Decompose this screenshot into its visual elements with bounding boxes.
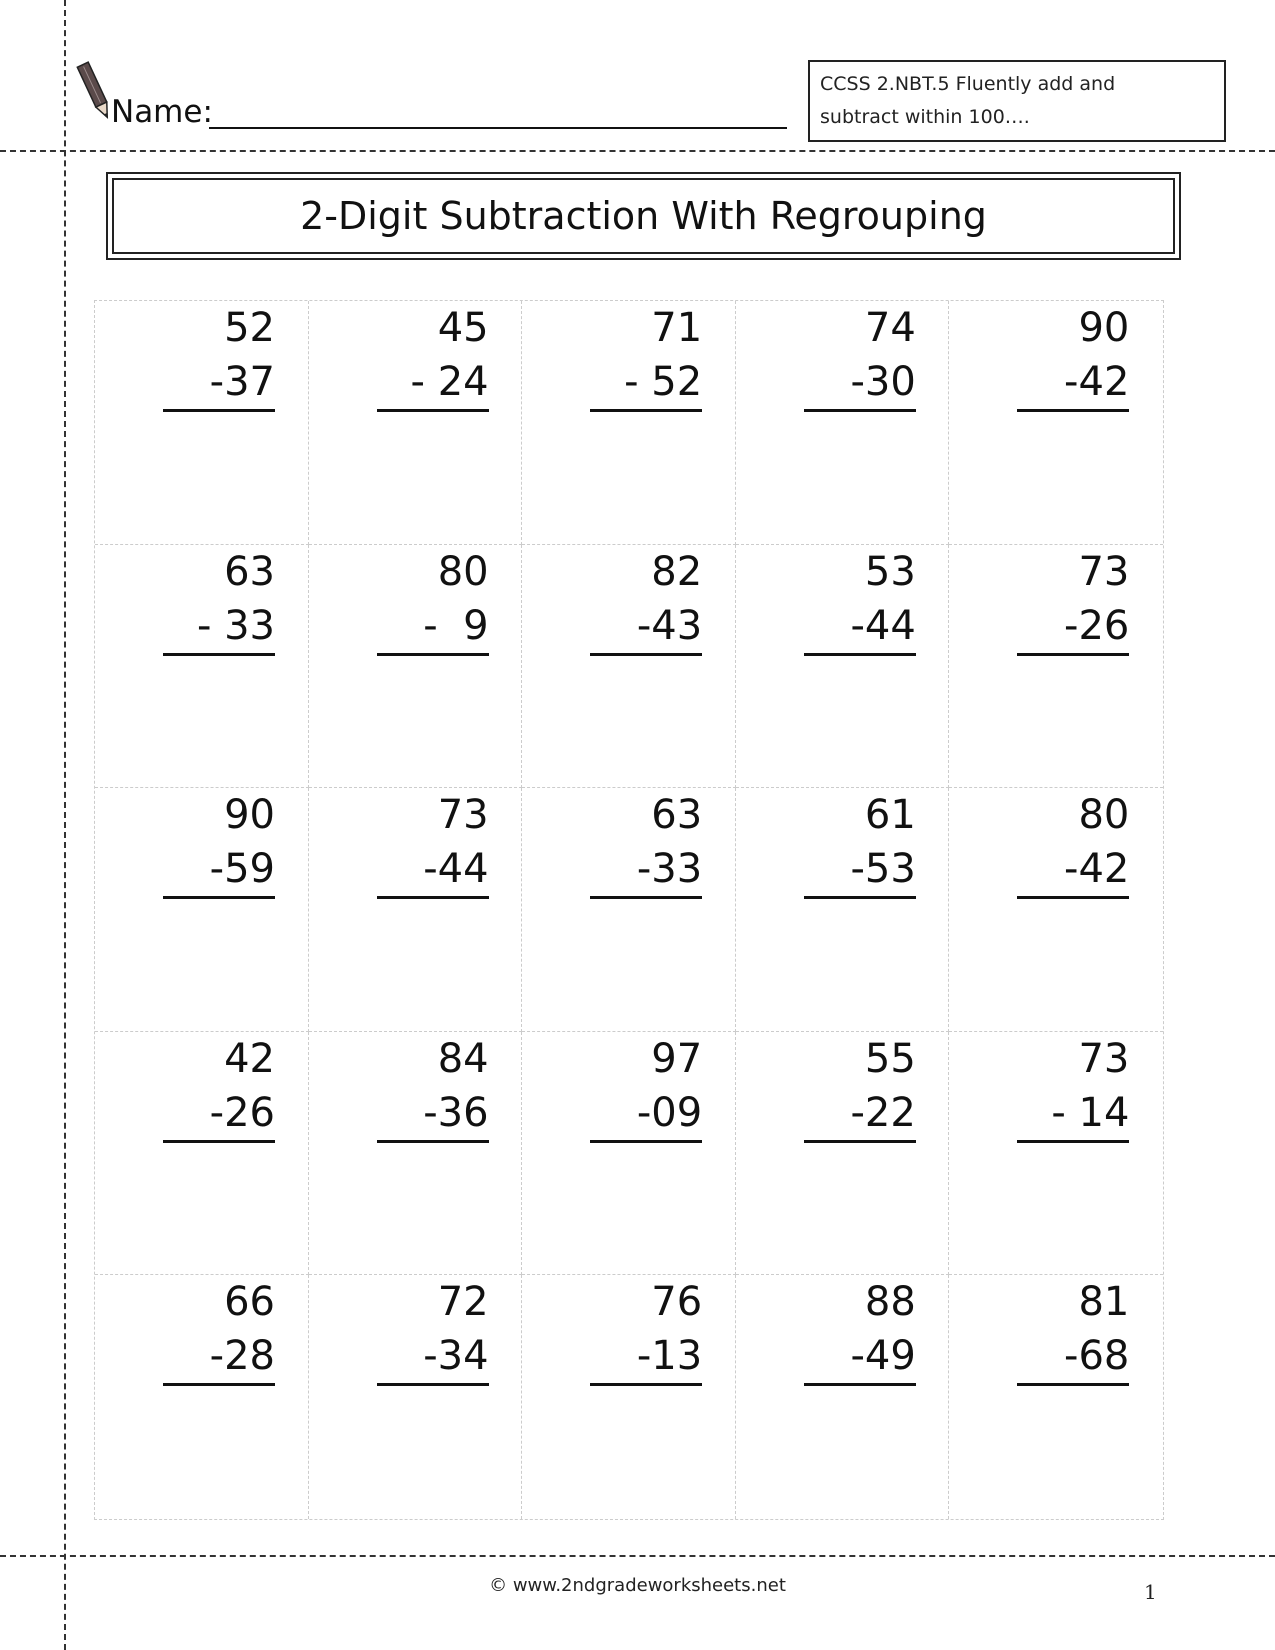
subtraction-problem — [590, 1275, 702, 1386]
subtraction-problem — [804, 1275, 916, 1386]
minuend: 97 — [651, 1035, 703, 1082]
subtraction-problem — [377, 301, 489, 412]
problem-cell-7 — [309, 545, 523, 789]
subtraction-problem — [1017, 788, 1129, 899]
problem-cell-11 — [95, 788, 309, 1032]
minuend: 73 — [437, 792, 489, 839]
minuend: 52 — [224, 305, 275, 351]
subtrahend: - 9 — [377, 599, 489, 656]
subtrahend: -44 — [377, 842, 489, 899]
problem-cell-20 — [949, 1032, 1163, 1276]
worksheet-title: 2-Digit Subtraction With Regrouping — [112, 178, 1175, 254]
subtrahend: -42 — [1017, 842, 1129, 899]
minuend: 74 — [864, 305, 916, 351]
problem-cell-23 — [522, 1275, 736, 1519]
minuend: 45 — [437, 305, 489, 351]
minuend: 82 — [651, 548, 703, 595]
standard-text-line-1: CCSS 2.NBT.5 Fluently add and — [820, 73, 1116, 95]
problem-cell-14 — [736, 788, 950, 1032]
problem-cell-10 — [949, 545, 1163, 789]
minuend: 90 — [1078, 305, 1130, 351]
problem-cell-12 — [309, 788, 523, 1032]
subtraction-problem — [804, 301, 916, 412]
subtrahend: - 14 — [1017, 1086, 1129, 1143]
standard-text-line-2: subtract within 100…. — [820, 106, 1030, 128]
minuend: 63 — [651, 792, 703, 839]
minuend: 72 — [437, 1279, 489, 1326]
subtrahend: -53 — [804, 842, 916, 899]
minuend: 73 — [1078, 548, 1130, 595]
problem-grid — [94, 300, 1164, 1520]
pencil-icon — [75, 58, 115, 124]
problem-cell-2 — [309, 301, 523, 545]
subtraction-problem — [590, 301, 702, 412]
minuend: 80 — [1078, 792, 1130, 839]
subtrahend: -26 — [163, 1086, 275, 1143]
subtrahend: -33 — [590, 842, 702, 899]
subtrahend: - 24 — [377, 355, 489, 412]
subtraction-problem — [1017, 545, 1129, 656]
subtraction-problem — [163, 1032, 275, 1143]
subtrahend: - 52 — [590, 355, 702, 412]
page-number: 1 — [1144, 1580, 1157, 1604]
subtrahend: -13 — [590, 1329, 702, 1386]
standard-box — [808, 60, 1226, 142]
minuend: 66 — [224, 1279, 275, 1326]
minuend: 90 — [224, 792, 275, 839]
subtrahend: -68 — [1017, 1329, 1129, 1386]
problem-cell-1 — [95, 301, 309, 545]
subtraction-problem — [804, 545, 916, 656]
subtraction-problem — [804, 788, 916, 899]
problem-cell-16 — [95, 1032, 309, 1276]
problem-cell-18 — [522, 1032, 736, 1276]
subtraction-problem — [590, 788, 702, 899]
subtrahend: -42 — [1017, 355, 1129, 412]
bottom-cut-line — [0, 1555, 1275, 1557]
minuend: 71 — [651, 305, 703, 351]
subtrahend: -22 — [804, 1086, 916, 1143]
problem-cell-19 — [736, 1032, 950, 1276]
name-label: Name: — [111, 94, 213, 130]
problem-cell-17 — [309, 1032, 523, 1276]
subtraction-problem — [377, 788, 489, 899]
title-box — [106, 172, 1181, 260]
subtrahend: -34 — [377, 1329, 489, 1386]
problem-cell-24 — [736, 1275, 950, 1519]
problem-cell-25 — [949, 1275, 1163, 1519]
subtraction-problem — [590, 1032, 702, 1143]
top-cut-line — [0, 150, 1275, 152]
name-write-line[interactable] — [209, 127, 787, 129]
subtraction-problem — [377, 545, 489, 656]
minuend: 63 — [224, 548, 275, 595]
subtraction-problem — [163, 545, 275, 656]
subtraction-problem — [377, 1275, 489, 1386]
subtrahend: -30 — [804, 355, 916, 412]
subtrahend: -43 — [590, 599, 702, 656]
minuend: 42 — [224, 1035, 275, 1082]
problem-cell-5 — [949, 301, 1163, 545]
subtraction-problem — [1017, 301, 1129, 412]
problem-cell-15 — [949, 788, 1163, 1032]
subtraction-problem — [804, 1032, 916, 1143]
minuend: 73 — [1078, 1035, 1130, 1082]
subtrahend: -59 — [163, 842, 275, 899]
minuend: 80 — [437, 548, 489, 595]
problem-cell-9 — [736, 545, 950, 789]
minuend: 55 — [864, 1035, 916, 1082]
problem-cell-3 — [522, 301, 736, 545]
minuend: 53 — [864, 548, 916, 595]
subtrahend: -44 — [804, 599, 916, 656]
name-row — [75, 58, 715, 128]
subtrahend: -28 — [163, 1329, 275, 1386]
subtraction-problem — [1017, 1275, 1129, 1386]
problem-cell-4 — [736, 301, 950, 545]
problem-cell-21 — [95, 1275, 309, 1519]
vertical-cut-line — [64, 0, 66, 1650]
subtrahend: -49 — [804, 1329, 916, 1386]
subtraction-problem — [377, 1032, 489, 1143]
problem-cell-13 — [522, 788, 736, 1032]
minuend: 81 — [1078, 1279, 1130, 1326]
problem-cell-22 — [309, 1275, 523, 1519]
subtraction-problem — [163, 788, 275, 899]
subtrahend: -26 — [1017, 599, 1129, 656]
minuend: 88 — [864, 1279, 916, 1326]
problem-cell-6 — [95, 545, 309, 789]
subtrahend: - 33 — [163, 599, 275, 656]
minuend: 61 — [864, 792, 916, 839]
minuend: 84 — [437, 1035, 489, 1082]
copyright-footer: © www.2ndgradeworksheets.net — [489, 1575, 786, 1596]
minuend: 76 — [651, 1279, 703, 1326]
subtrahend: -36 — [377, 1086, 489, 1143]
subtraction-problem — [1017, 1032, 1129, 1143]
subtraction-problem — [590, 545, 702, 656]
problem-cell-8 — [522, 545, 736, 789]
subtraction-problem — [163, 1275, 275, 1386]
subtraction-problem — [163, 301, 275, 412]
subtrahend: -09 — [590, 1086, 702, 1143]
subtrahend: -37 — [163, 355, 275, 412]
